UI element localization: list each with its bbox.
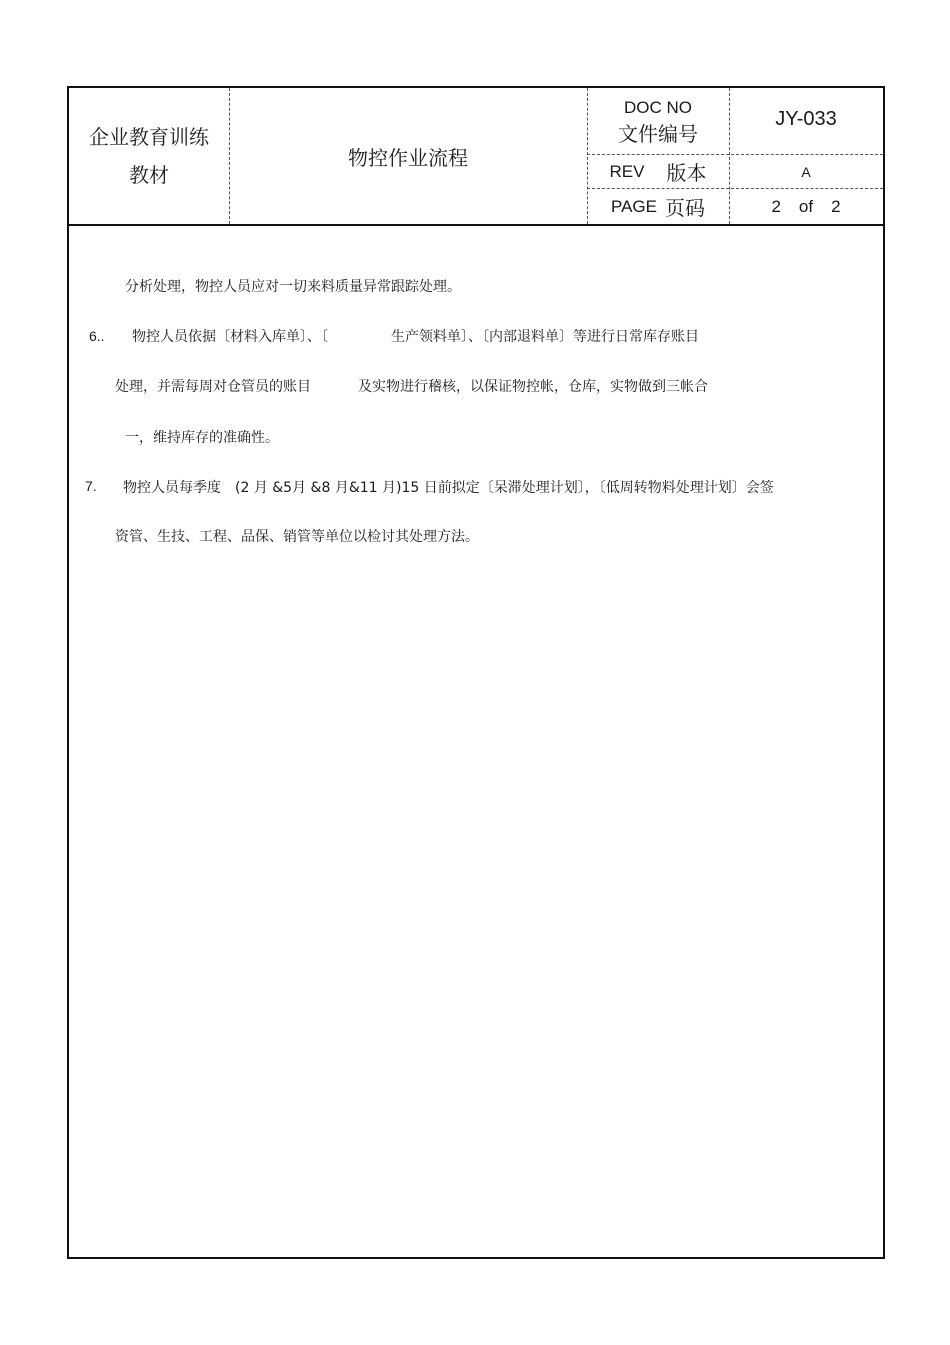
page-label-zh: 页码 — [664, 196, 705, 220]
rev-label — [587, 155, 729, 188]
org-line1: 企业教育训练 — [89, 125, 209, 149]
document-header — [69, 88, 883, 226]
page-value — [729, 189, 883, 224]
item-number: 7. — [85, 478, 97, 494]
paragraph-line: 一，维持库存的准确性。 — [125, 430, 279, 446]
document-frame — [67, 86, 885, 1259]
org-line2: 教材 — [129, 163, 169, 187]
page-current: 2 — [771, 196, 781, 216]
document-title: 物控作业流程 — [348, 145, 468, 170]
rev-value: A — [801, 163, 811, 180]
rev-label-zh: 版本 — [666, 161, 707, 185]
paragraph-line: 分析处理，物控人员应对一切来料质量异常跟踪处理。 — [125, 279, 461, 295]
page-of: of — [798, 196, 814, 216]
org-cell — [69, 88, 229, 224]
docno-value: JY-033 — [775, 108, 837, 130]
item-number: 6.. — [89, 328, 105, 344]
docno-label-en: DOC NO — [624, 98, 692, 117]
docno-label-zh: 文件编号 — [618, 122, 698, 146]
paragraph-line: 物控人员每季度 (2 月 &5月 &8 月&11 月)15 日前拟定〔呆滞处理计划〕，〔低周转物料处理计划〕会签 — [123, 480, 774, 496]
docno-label — [587, 88, 729, 154]
page-label-en: PAGE — [611, 196, 657, 216]
paragraph-line: 生产领料单〕、〔内部退料单〕等进行日常库存账目 — [391, 329, 699, 345]
rev-label-en: REV — [609, 161, 645, 181]
paragraph-line: 物控人员依据〔材料入库单〕、〔 — [132, 329, 328, 345]
page-label — [587, 189, 729, 224]
page-total: 2 — [831, 196, 841, 216]
paragraph-line: 处理，并需每周对仓管员的账目 — [115, 379, 311, 395]
paragraph-line: 资管、生技、工程、品保、销管等单位以检讨其处理方法。 — [115, 529, 479, 545]
paragraph-line: 及实物进行稽核，以保证物控帐，仓库，实物做到三帐合 — [358, 379, 708, 395]
